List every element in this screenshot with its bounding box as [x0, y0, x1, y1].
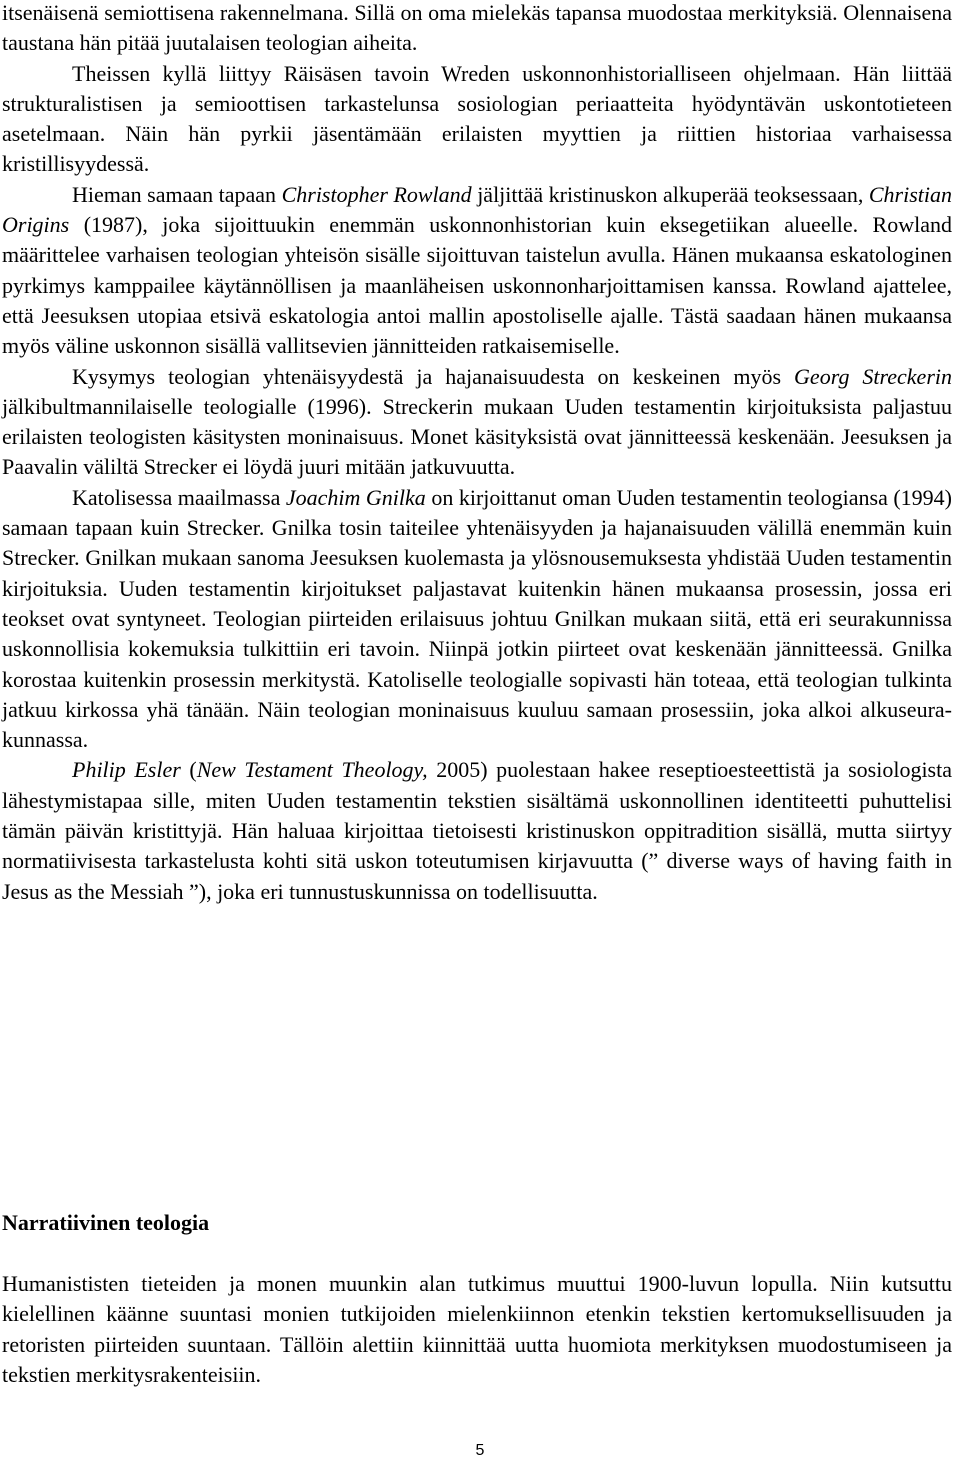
text-run: 2005) puolestaan hakee reseptioesteettistä ja sosiologista lähestymistapaa sille, miten Uuden testamentin tekstien sisältämä uskonnollinen identiteetti puhuttelisi tämän päivän kristittyjä. Hän haluaa kirjoittaa tietoisesti kristinuskon oppitradition sisällä, mutta siirtyy normatiivisesta tarkastelusta kohti sitä uskon toteutumisen kirjavuutta (” diverse ways of having faith in Jesus as the Messiah ”), joka eri tunnustuskunnissa on todellisuutta.: [2, 757, 952, 904]
paragraph: [2, 362, 952, 483]
paragraph: [2, 59, 952, 180]
text-run: Theissen kyllä liittyy Räisäsen tavoin Wreden uskonnonhistorialliseen ohjelmaan. Hän liittää strukturalistisen ja semioottisen tarkastelunsa sosiologian periaatteita hyödyntävän uskontotieteen asetelmaan. Näin hän pyrkii jäsentämään erilaisten myyttien ja riittien historiaa varhaisessa kristillisyydessä.: [2, 60, 952, 177]
italic-text: Georg Streckerin: [794, 363, 952, 389]
text-run: Kysymys teologian yhtenäisyydestä ja hajanaisuudesta on keskeinen myös: [72, 363, 795, 389]
page-number: 5: [475, 1442, 485, 1459]
text-run: jälkibultmannilaiselle teologialle (1996). Streckerin mukaan Uuden testamentin kirjoituksista paljastuu erilaisten teologisten käsitysten moninaisuus. Monet käsityksistä ovat jännitteessä keskenään. Jeesuksen ja Paavalin väliltä Strecker ei löydä juuri mitään jatkuvuutta.: [2, 393, 952, 480]
paragraph: [2, 0, 952, 59]
text-run: (1987), joka sijoittuukin enemmän uskonnonhistorian kuin eksegetiikan alueelle. Rowland määrittelee varhaisen teologian yhteisön sisälle sijoittuvan taistelun avulla. Hänen mukaansa eskatologinen pyrkimys kamppailee käytännöllisen ja maanläheisen uskonnonharjoittamisen kanssa. Rowland ajattelee, että Jeesuksen utopiaa etsivä eskatologia antoi mallin apostoliselle ajalle. Tästä saadaan hänen mukaansa myös väline uskonnon sisällä vallitsevien jännitteiden ratkaisemiselle.: [2, 212, 952, 359]
text-run: Katolisessa maailmassa: [72, 484, 286, 510]
text-run: (: [180, 757, 197, 783]
section-body: [2, 1269, 952, 1390]
italic-text: Philip Esler: [72, 757, 181, 783]
paragraph: [2, 755, 952, 906]
italic-text: Christopher Rowland: [281, 181, 472, 207]
italic-text: Christian Origins: [2, 181, 953, 238]
text-run: Hieman samaan tapaan: [72, 181, 282, 207]
text-run: itsenäisenä semiottisena rakennelmana. Sillä on oma mielekäs tapansa muodostaa merkityksiä. Olennaisena taustana hän pitää juutalaisen teologian aiheita.: [2, 0, 952, 56]
paragraph: [2, 180, 952, 362]
italic-text: Joachim Gnilka: [285, 484, 426, 510]
paragraph: [2, 483, 952, 756]
paragraph: Humanististen tieteiden ja monen muunkin alan tutkimus muuttui 1900-luvun lopulla. Niin kutsuttu kielellinen käänne suuntasi monien tutkijoiden mielenkiinnon etenkin tekstien kertomuksellisuuden ja retoristen piirteiden suuntaan. Tällöin alettiin kiinnittää uutta huomiota merkityksen muodostumiseen ja tekstien merkitysrakenteisiin.: [2, 1271, 952, 1387]
section-heading: Narratiivinen teologia: [2, 1210, 210, 1235]
text-run: on kirjoittanut oman Uuden testamentin teologiansa (1994) samaan tapaan kuin Strecker. Gnilka tosin taiteilee yhtenäisyyden ja hajanaisuuden välillä enemmän kuin Strecker. Gnilkan mukaan sanoma Jeesuksen kuolemasta ja ylösnousemuksesta yhdistää Uuden testamentin kirjoituksia. Uuden testamentin kirjoitukset paljastavat kuitenkin hänen mukaansa prosessin, jossa eri teokset ovat syntyneet. Teologian piirteiden erilaisuus johtuu Gnilkan mukaan siitä, että eri seurakunnissa uskonnollisia kokemuksia tulkittiin eri tavoin. Niinpä jotkin piirteet ovat keskenään jännitteessä. Gnilka korostaa kuitenkin prosessin merkitystä. Katoliselle teologialle sopivasti hän toteaa, että teologian tulkinta jatkuu kirkossa yhä tänään. Näin teologian moninaisuus kuuluu samaan prosessiin, joka alkoi alkuseurakunnassa.: [2, 484, 952, 753]
text-run: jäljittää kristinuskon alkuperää teoksessaan,: [471, 181, 869, 207]
italic-text: New Testament Theology,: [196, 757, 428, 783]
body-text: [2, 0, 952, 907]
